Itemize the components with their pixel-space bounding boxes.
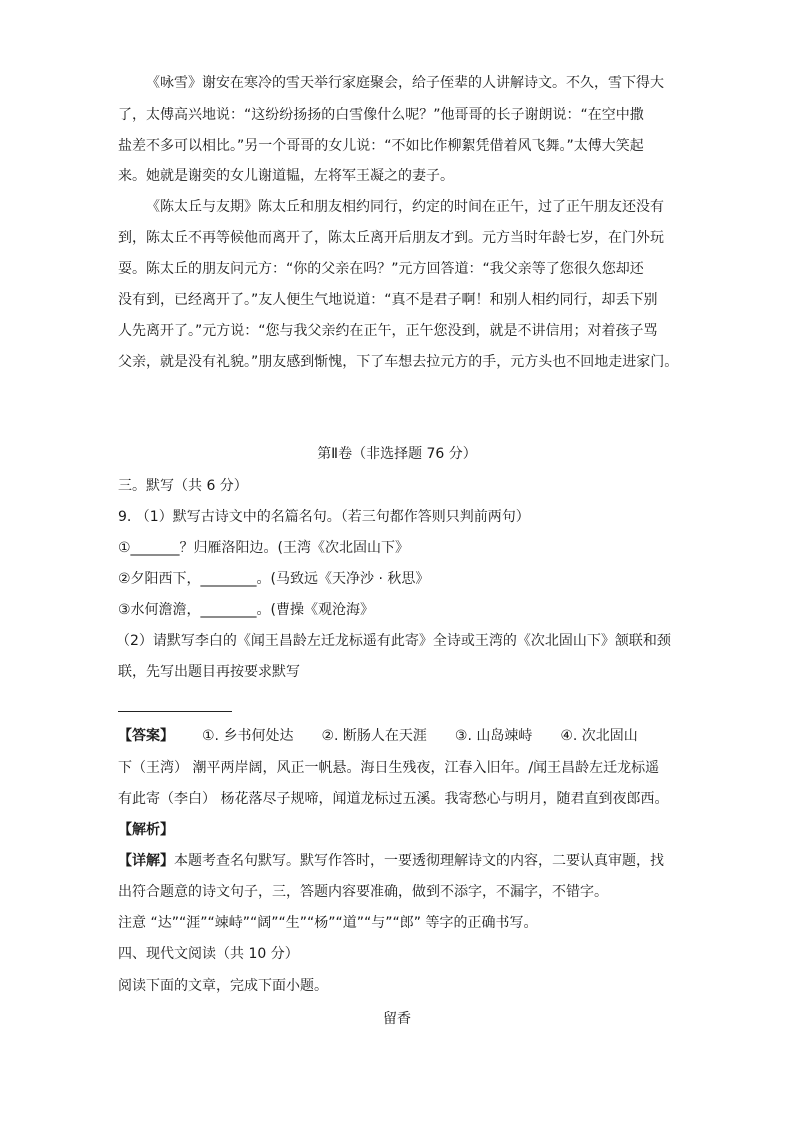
answer-item-1: ①. 乡书何处达 [202, 728, 294, 744]
part3-heading: 三。默写（共 6 分） [118, 478, 248, 494]
passage2-line-2: 到，陈太丘不再等候他而离开了，陈太丘离开后朋友才到。元方当时年龄七岁，在门外玩 [118, 230, 664, 246]
answer-item-4: ④. 次北固山 [560, 728, 638, 744]
question-9-part2-line-1: （2）请默写李白的《闻王昌龄左迁龙标遥有此寄》全诗或王湾的《次北固山下》颔联和颈 [116, 633, 671, 649]
passage2-line-4: 没有到，已经离开了。”友人便生气地说道：“真不是君子啊！和别人相约同行，却丢下别 [118, 292, 658, 308]
question-9-part2-line-2: 联，先写出题目再按要求默写 [118, 664, 300, 680]
passage2-line-5: 人先离开了。”元方说：“您与我父亲约在正午，正午您没到，就是不讲信用；对着孩子骂 [118, 323, 658, 339]
section-title: 第Ⅱ卷（非选择题 76 分） [317, 446, 477, 462]
question-9-item-2: ②夕阳西下，________。(马致远《天净沙 · 秋思》 [118, 571, 430, 587]
detail-text-1: 本题考查名句默写。默写作答时，一要透彻理解诗文的内容，二要认真审题，找 [174, 853, 664, 869]
answer-line-2: 下（王湾） 潮平两岸阔，风正一帆悬。海日生残夜，江春入旧年。/闻王昌龄左迁龙标遥 [118, 760, 660, 776]
passage1-line-1: 《咏雪》谢安在寒冷的雪天举行家庭聚会，给子侄辈的人讲解诗文。不久，雪下得大 [146, 75, 664, 91]
reading-instruction: 阅读下面的文章，完成下面小题。 [118, 978, 328, 994]
analysis-note: 注意 “达”“涯”“竦峙”“阔”“生”“杨”“道”“与”“郎” 等字的正确书写。 [118, 915, 538, 931]
question-9-stem: 9. （1）默写古诗文中的名篇名句。（若三句都作答则只判前两句） [118, 509, 530, 525]
answer-item-3: ③. 山岛竦峙 [454, 728, 533, 744]
question-9-item-3: ③水何澹澹，________。(曹操《观沧海》 [118, 602, 375, 618]
detail-label: 【详解】 [118, 853, 174, 869]
analysis-detail-line-1 [118, 851, 664, 871]
passage2-line-6: 父亲，就是没有礼貌。”朋友感到惭愧，下了车想去拉元方的手，元方头也不回地走进家门。 [118, 354, 679, 370]
answer-line-3: 有此寄（李白） 杨花落尽子规啼，闻道龙标过五溪。我寄愁心与明月，随君直到夜郎西。 [118, 791, 669, 807]
passage1-line-2: 了，太傅高兴地说：“这纷纷扬扬的白雪像什么呢？”他哥哥的长子谢朗说：“在空中撒 [118, 107, 644, 123]
analysis-label: 【解析】 [118, 822, 174, 838]
passage2-line-3: 耍。陈太丘的朋友问元方：“你的父亲在吗？”元方回答道：“我父亲等了您很久您却还 [118, 261, 644, 277]
passage2-line-1: 《陈太丘与友期》陈太丘和朋友相约同行，约定的时间在正午，过了正午朋友还没有 [146, 199, 664, 215]
analysis-detail-line-2: 出符合题意的诗文句子，三，答题内容要准确，做到不添字，不漏字，不错字。 [118, 884, 608, 900]
answer-item-2: ②. 断肠人在天涯 [321, 728, 427, 744]
answer-line-1 [118, 726, 638, 746]
passage1-line-3: 盐差不多可以相比。”另一个哥哥的女儿说：“不如比作柳絮凭借着风飞舞。”太傅大笑起 [118, 138, 644, 154]
divider-rule [118, 711, 232, 712]
answer-label: 【答案】 [118, 728, 174, 744]
article-title: 留香 [383, 1011, 411, 1027]
part4-heading: 四、现代文阅读（共 10 分） [118, 946, 299, 962]
passage1-line-4: 来。她就是谢奕的女儿谢道韫，左将军王凝之的妻子。 [118, 168, 454, 184]
question-9-item-1: ①_______？归雁洛阳边。(王湾《次北固山下》 [118, 540, 410, 556]
